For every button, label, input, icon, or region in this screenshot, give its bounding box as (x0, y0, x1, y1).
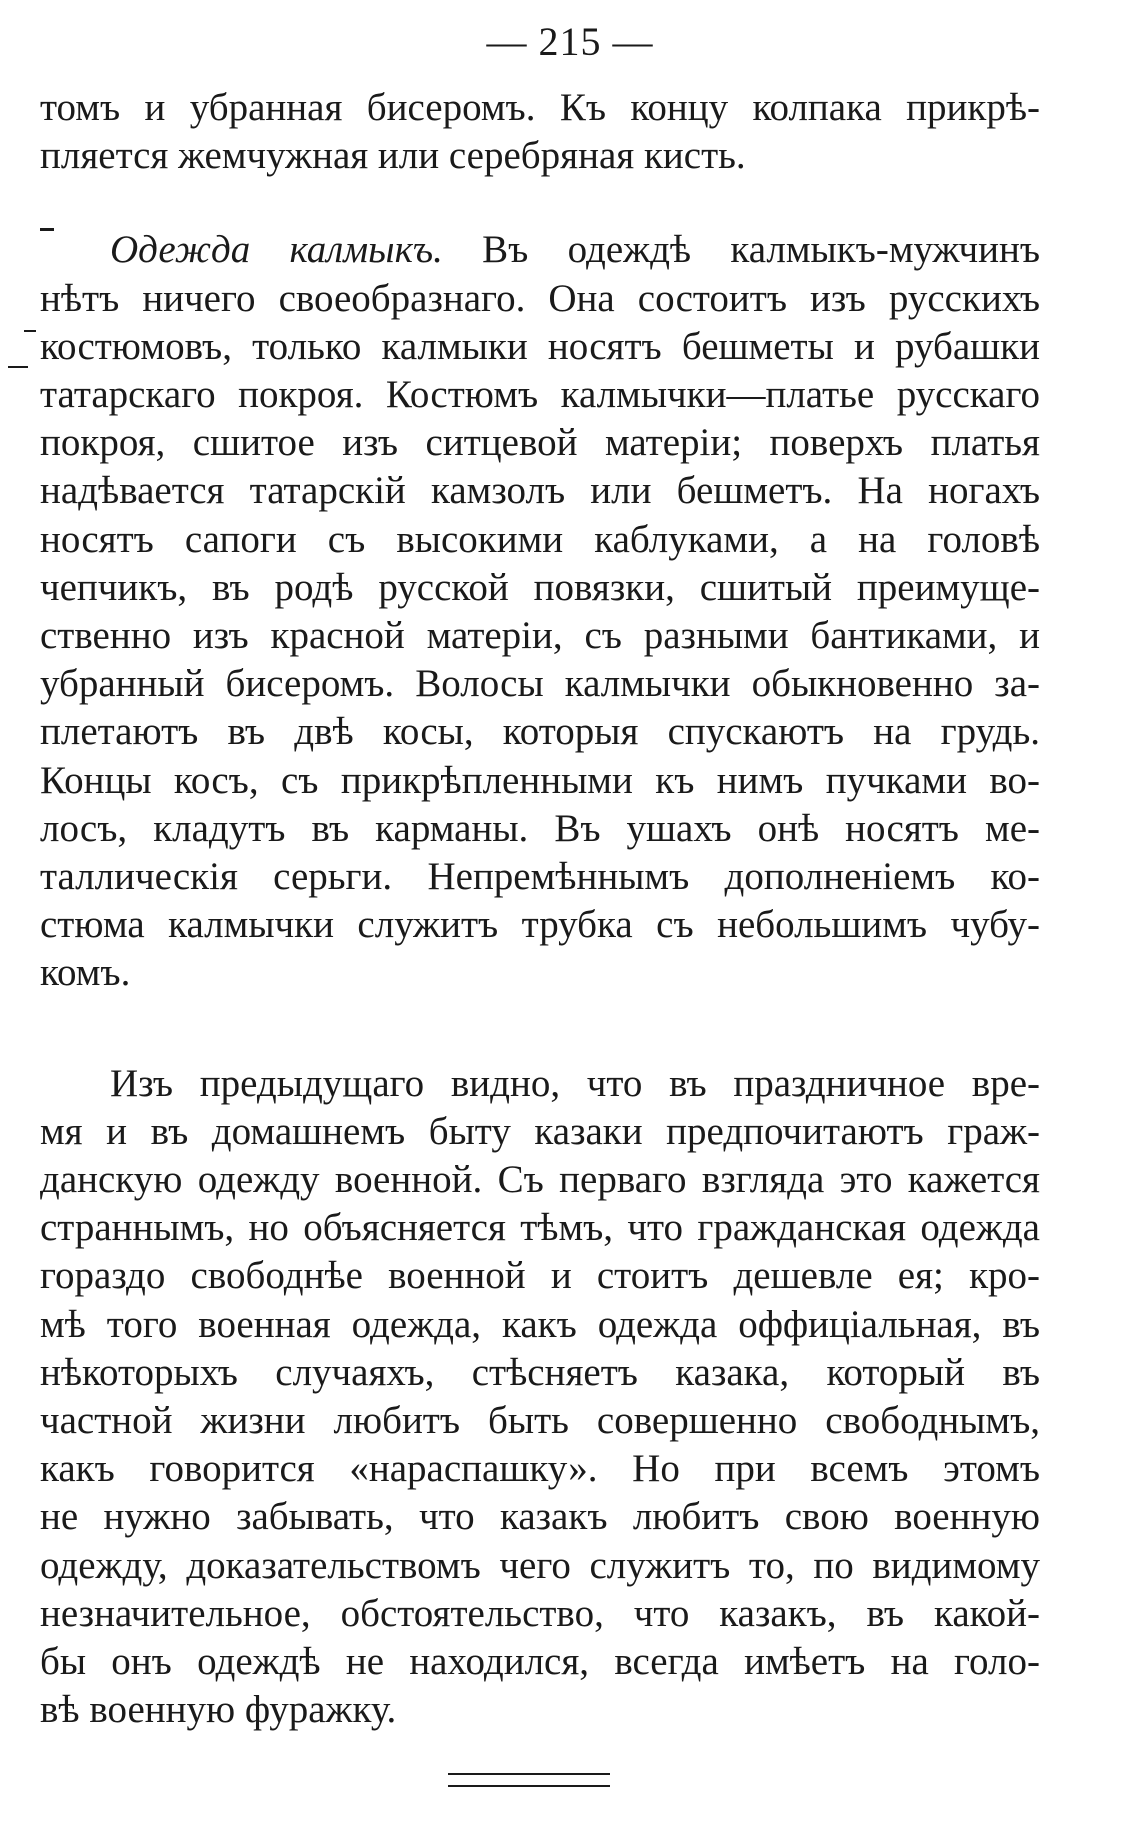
paragraph-spacer (40, 998, 1040, 1060)
paragraph-kalmyk-clothing (40, 226, 1040, 997)
paragraph-cossack-clothing (40, 1060, 1040, 1735)
text-line: убранный бисеромъ. Волосы калмычки обыкновенно за- (40, 662, 1040, 706)
stray-ink-mark (40, 228, 54, 231)
text-line: не нужно забывать, что казакъ любитъ свою военную (40, 1495, 1040, 1539)
text-line: лосъ, кладутъ въ карманы. Въ ушахъ онѣ носятъ ме- (40, 806, 1040, 850)
text-line: данскую одежду военной. Съ перваго взгляда это кажется (40, 1158, 1040, 1202)
text-line: страннымъ, но объясняется тѣмъ, что гражданская одежда (40, 1206, 1040, 1250)
text-line: пляется жемчужная или серебряная кисть. (40, 134, 746, 178)
text-line: мѣ того военная одежда, какъ одежда оффиціальная, въ (40, 1302, 1040, 1346)
book-page (40, 18, 1040, 1735)
text-line (40, 226, 1040, 274)
text-line: вѣ военную фуражку. (40, 1688, 397, 1732)
heading-line-rest: Въ одеждѣ калмыкъ-мужчинъ (482, 228, 1041, 272)
text-line: ственно изъ красной матеріи, съ разными бантиками, и (40, 614, 1040, 658)
stray-ink-mark (8, 366, 28, 368)
paragraph-spacer (40, 180, 1040, 226)
text-line: стюма калмычки служитъ трубка съ небольшимъ чубу- (40, 903, 1040, 947)
text-line: какъ говорится «нараспашку». Но при всемъ этомъ (40, 1447, 1040, 1491)
text-line: надѣвается татарскій камзолъ или бешметъ. На ногахъ (40, 469, 1040, 513)
text-line: бы онъ одеждѣ не находился, всегда имѣетъ на голо- (40, 1640, 1040, 1684)
text-line: гораздо свободнѣе военной и стоитъ дешевле ея; кро- (40, 1254, 1040, 1298)
section-heading: Одежда калмыкъ. (110, 228, 443, 272)
text-line: одежду, доказательствомъ чего служитъ то, по видимому (40, 1543, 1040, 1587)
section-end-double-rule (448, 1773, 610, 1787)
text-line: Концы косъ, съ прикрѣпленными къ нимъ пучками во- (40, 758, 1040, 802)
text-line: таллическія серьги. Непремѣннымъ дополненіемъ ко- (40, 855, 1040, 899)
text-line: Изъ предыдущаго видно, что въ праздничное вре- (110, 1061, 1040, 1105)
text-line: частной жизни любитъ быть совершенно свободнымъ, (40, 1399, 1040, 1443)
text-line: чепчикъ, въ родѣ русской повязки, сшитый преимуще- (40, 565, 1040, 609)
paragraph-hat-ending (40, 84, 1040, 180)
page-number: — 215 — (486, 19, 654, 64)
text-line: нѣкоторыхъ случаяхъ, стѣсняетъ казака, который въ (40, 1350, 1040, 1394)
text-line: комъ. (40, 951, 131, 995)
stray-ink-mark (24, 330, 36, 332)
text-line: татарскаго покроя. Костюмъ калмычки—платье русскаго (40, 373, 1040, 417)
text-line: мя и въ домашнемъ быту казаки предпочитаютъ граж- (40, 1109, 1040, 1153)
text-line: плетаютъ въ двѣ косы, которыя спускаютъ на грудь. (40, 710, 1040, 754)
text-line: покроя, сшитое изъ ситцевой матеріи; поверхъ платья (40, 421, 1040, 465)
text-line: костюмовъ, только калмыки носятъ бешметы и рубашки (40, 324, 1040, 368)
text-line: носятъ сапоги съ высокими каблуками, а на головѣ (40, 517, 1040, 561)
text-line: нѣтъ ничего своеобразнаго. Она состоитъ изъ русскихъ (40, 276, 1040, 320)
text-line: томъ и убранная бисеромъ. Къ концу колпака прикрѣ- (40, 86, 1040, 129)
text-line: незначительное, обстоятельство, что казакъ, въ какой- (40, 1591, 1040, 1635)
